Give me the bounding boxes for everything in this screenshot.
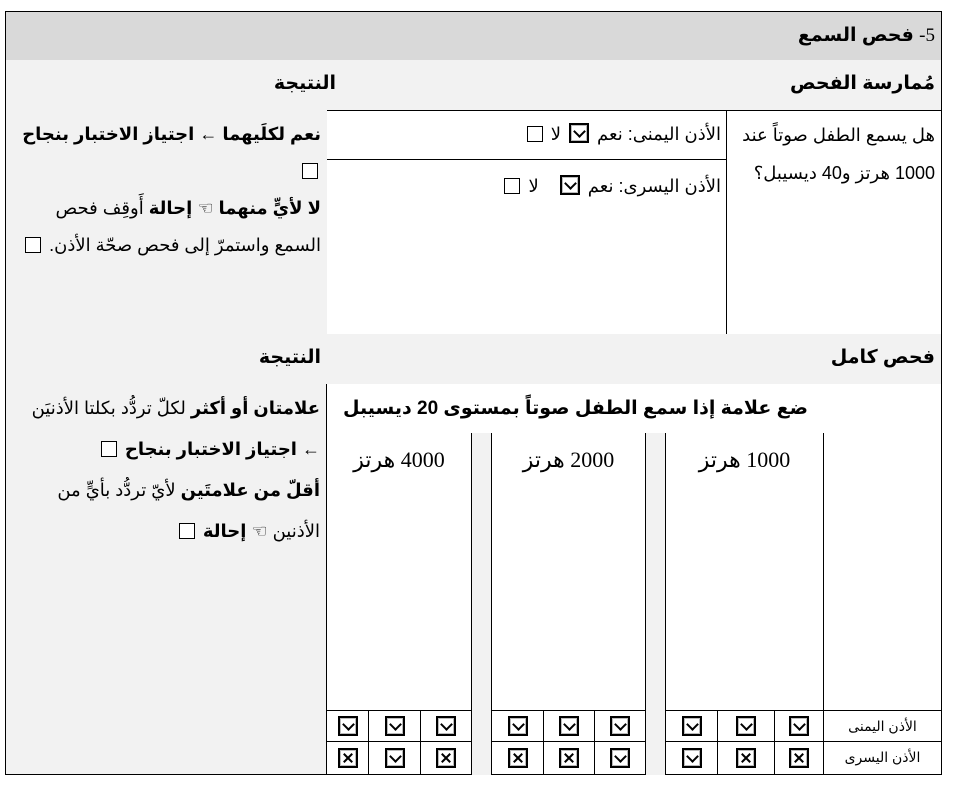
right-ear-2000-mark-3[interactable] [594, 710, 646, 742]
check-icon [682, 716, 702, 736]
check-icon [682, 748, 702, 768]
left-ear-4000-mark-1[interactable] [326, 741, 369, 775]
screening-refer-checkbox[interactable] [25, 237, 41, 253]
left-ear-2000-mark-1[interactable] [491, 741, 544, 775]
screening-header [341, 60, 942, 111]
check-icon [789, 716, 809, 736]
full-test-pass-checkbox[interactable] [101, 441, 117, 457]
freq-column-4000: 4000 هرتز [326, 433, 472, 711]
left-ear-4000-mark-3[interactable] [420, 741, 472, 775]
check-icon [338, 716, 358, 736]
row-label-left-ear: الأذن اليسرى [823, 741, 942, 775]
check-icon [508, 716, 528, 736]
check-icon [736, 716, 756, 736]
cross-icon [789, 748, 809, 768]
cross-icon [559, 748, 579, 768]
section-title: فحص السمع [797, 25, 914, 46]
cross-icon [508, 748, 528, 768]
pointing-hand-icon: ☜ [251, 521, 268, 541]
freq-column-2000: 2000 هرتز [491, 433, 646, 711]
row-label-right-ear: الأذن اليمنى [823, 710, 942, 742]
pointing-hand-icon: ☜ [197, 198, 214, 218]
screening-header-label: مُمارسة الفحص [790, 73, 935, 94]
right-ear-2000-mark-2[interactable] [543, 710, 595, 742]
right-ear-yes-checkbox[interactable] [569, 123, 589, 143]
left-ear-yes-checkbox[interactable] [560, 175, 580, 195]
right-ear-2000-mark-1[interactable] [491, 710, 544, 742]
check-icon [436, 716, 456, 736]
left-ear-1000-mark-2[interactable] [717, 741, 775, 775]
full-test-header: فحص كامل [326, 334, 942, 385]
section-title-bar [5, 11, 942, 61]
check-icon [610, 748, 630, 768]
left-ear-answer: الأذن اليسرى: نعم لا [326, 159, 727, 335]
freq-column-1000: 1000 هرتز [665, 433, 824, 711]
cross-icon [736, 748, 756, 768]
screening-result-header: النتيجة [5, 60, 342, 111]
full-test-refer-checkbox[interactable] [179, 523, 195, 539]
section-number: 5- [919, 25, 935, 46]
right-ear-1000-mark-3[interactable] [774, 710, 824, 742]
full-test-result: علامتان أو أكثر لكلّ تردُّد بكلتا الأذنيَن ← اجتياز الاختبار بنجاح أقلّ من علامتَين لأيّ تردُّد بأيٍّ من الأذنين ☜ إحالة [5, 384, 327, 775]
right-ear-answer: الأذن اليمنى: نعم لا [326, 110, 727, 160]
full-test-result-header: النتيجة [5, 334, 327, 385]
cross-icon [338, 748, 358, 768]
column-gap [646, 433, 665, 775]
check-icon [385, 716, 405, 736]
ear-label-column [823, 384, 942, 711]
right-ear-4000-mark-1[interactable] [326, 710, 369, 742]
cross-icon [436, 748, 456, 768]
right-ear-no-checkbox[interactable] [527, 126, 543, 142]
left-ear-no-checkbox[interactable] [504, 178, 520, 194]
screening-question: هل يسمع الطفل صوتاً عند 1000 هرتز و40 ديسيبل؟ [726, 110, 942, 335]
column-gap [472, 433, 491, 775]
check-icon [559, 716, 579, 736]
left-ear-1000-mark-1[interactable] [665, 741, 718, 775]
left-ear-2000-mark-2[interactable] [543, 741, 595, 775]
check-icon [610, 716, 630, 736]
screening-pass-checkbox[interactable] [302, 163, 318, 179]
full-test-instruction: ضع علامة إذا سمع الطفل صوتاً بمستوى 20 ديسيبل [326, 384, 824, 434]
right-ear-4000-mark-2[interactable] [368, 710, 421, 742]
right-ear-1000-mark-2[interactable] [717, 710, 775, 742]
left-ear-2000-mark-3[interactable] [594, 741, 646, 775]
right-ear-4000-mark-3[interactable] [420, 710, 472, 742]
left-ear-1000-mark-3[interactable] [774, 741, 824, 775]
screening-result: نعم لكلَيهما ← اجتياز الاختبار بنجاح لا لأيٍّ منهما ☜ إحالة أَوقِف فحص السمع واستمرّ إلى فحص صحّة الأذن. [5, 110, 327, 335]
right-ear-1000-mark-1[interactable] [665, 710, 718, 742]
left-ear-4000-mark-2[interactable] [368, 741, 421, 775]
check-icon [385, 748, 405, 768]
